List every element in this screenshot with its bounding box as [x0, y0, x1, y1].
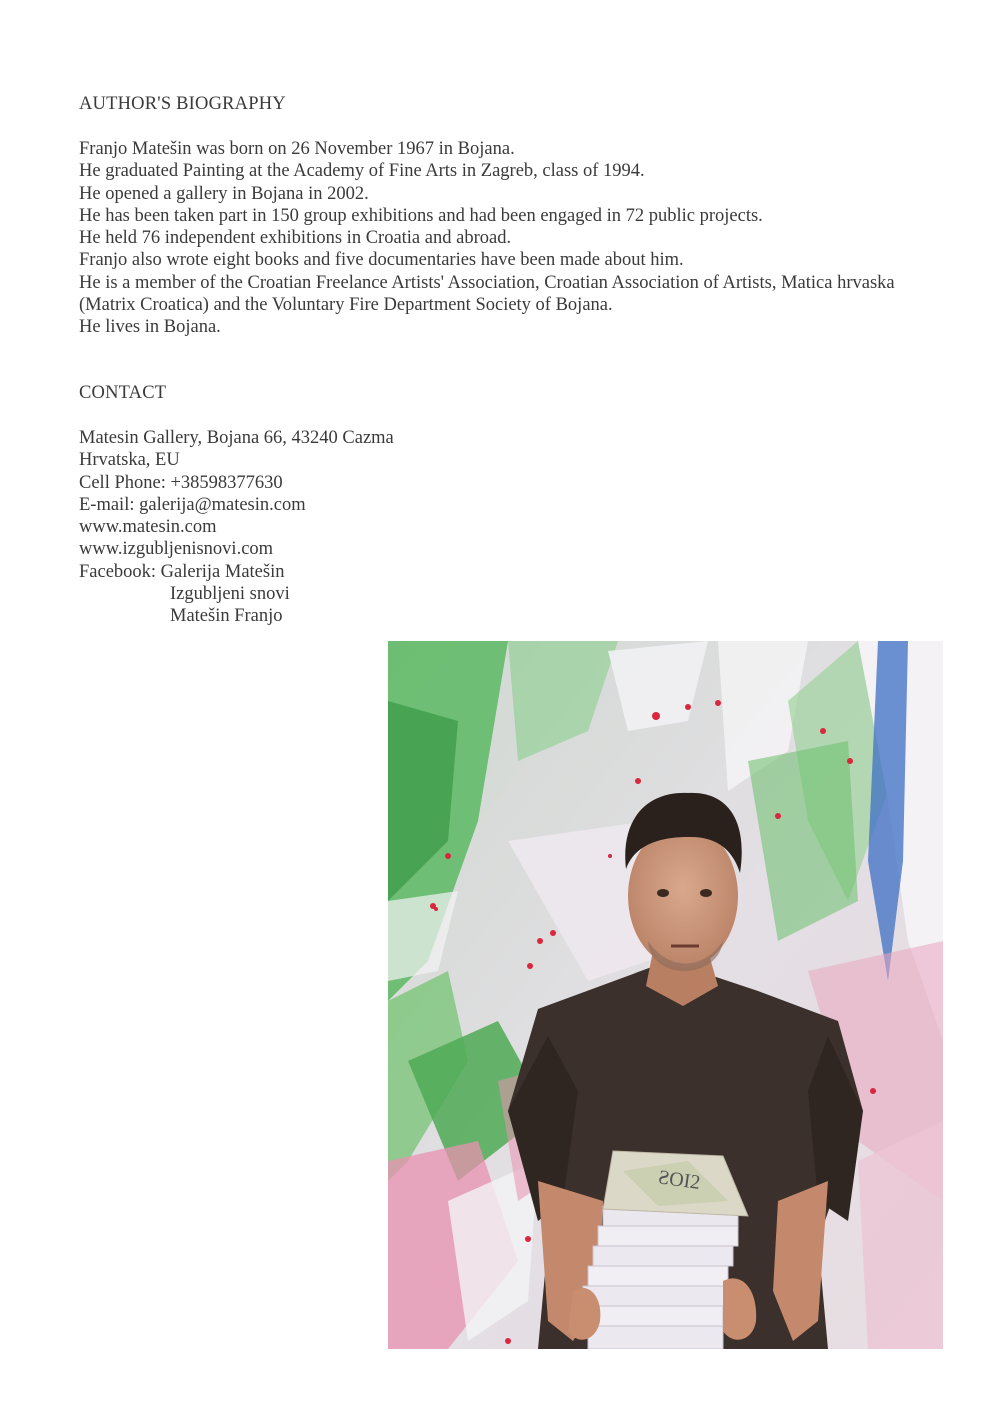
bio-line: He held 76 independent exhibitions in Croatia and abroad. — [79, 228, 512, 249]
contact-address: Matesin Gallery, Bojana 66, 43240 Cazma — [79, 428, 394, 448]
contact-email: E-mail: galerija@matesin.com — [79, 494, 306, 515]
biography-text — [79, 138, 919, 339]
contact-website-link: www.izgubljenisnovi.com — [79, 539, 274, 560]
biography-heading: AUTHOR'S BIOGRAPHY — [79, 94, 286, 114]
bio-line: He is a member of the Croatian Freelance Artists' Association, Croatian Association of Artists, Matica hrvaska (Matrix Croatica) and the Voluntary Fire Department Society of Bojana. — [79, 272, 895, 316]
contact-website-link: www.matesin.com — [79, 517, 217, 538]
contact-info — [79, 427, 394, 628]
contact-facebook: Facebook: Galerija Matešin — [79, 561, 285, 582]
bio-line: He opened a gallery in Bojana in 2002. — [79, 183, 369, 204]
bio-line: He has been taken part in 150 group exhibitions and had been engaged in 72 public projects. — [79, 205, 763, 226]
contact-phone: Cell Phone: +38598377630 — [79, 472, 283, 493]
contact-heading: CONTACT — [79, 383, 167, 403]
contact-facebook-page: Izgubljeni snovi — [170, 584, 290, 605]
bio-line: Franjo also wrote eight books and five documentaries have been made about him. — [79, 250, 684, 271]
bio-line: He graduated Painting at the Academy of Fine Arts in Zagreb, class of 1994. — [79, 161, 645, 182]
bio-line: He lives in Bojana. — [79, 317, 221, 338]
author-photo — [388, 641, 943, 1349]
contact-country: Hrvatska, EU — [79, 450, 180, 471]
book-cover-title: ƧOI2 — [656, 1166, 702, 1194]
bio-line: Franjo Matešin was born on 26 November 1967 in Bojana. — [79, 139, 515, 159]
contact-facebook-page: Matešin Franjo — [170, 606, 283, 627]
